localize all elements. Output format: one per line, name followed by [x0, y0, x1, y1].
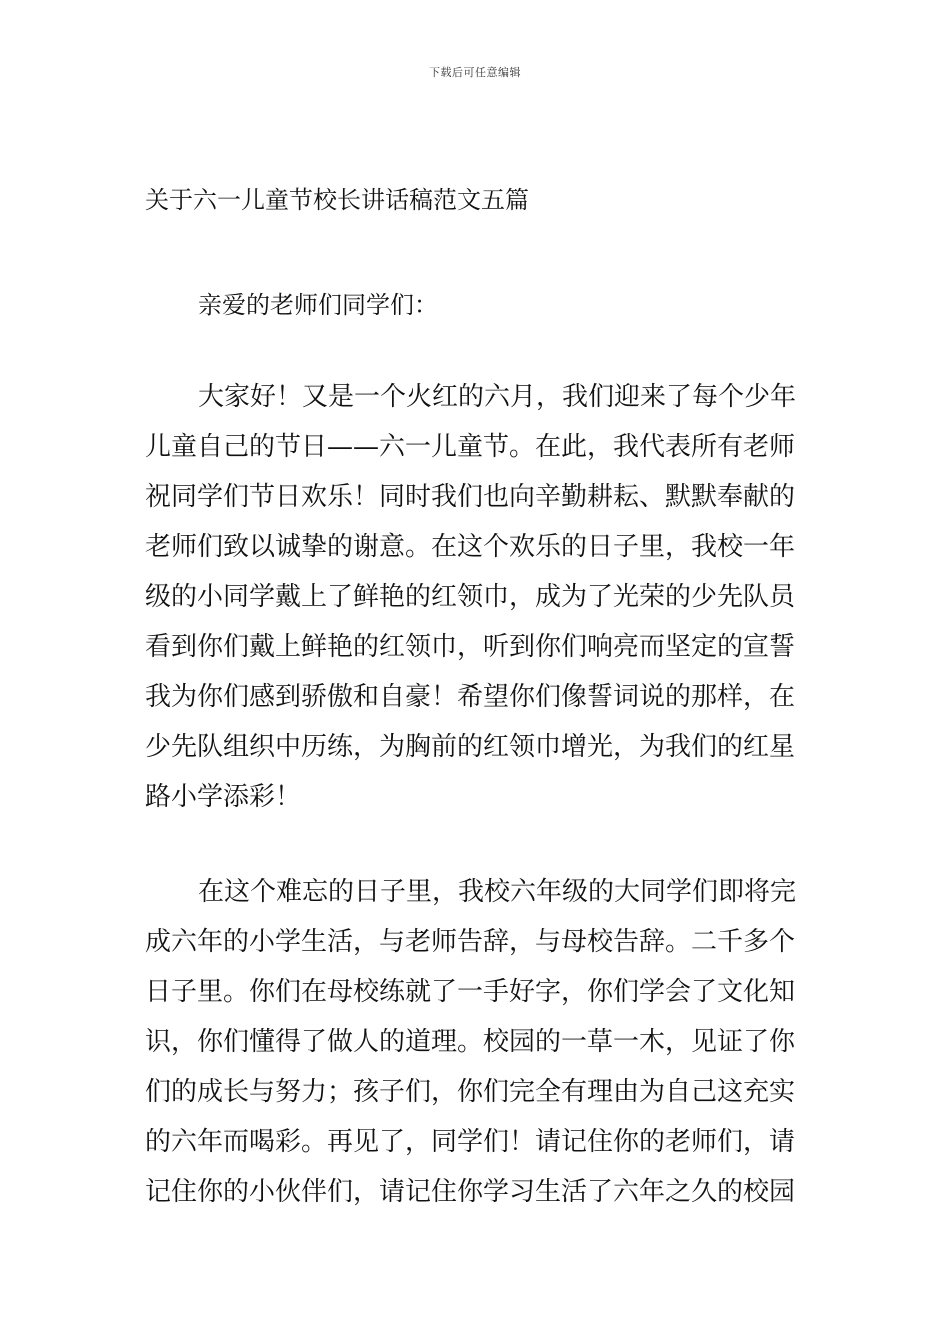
paragraph-line: 路小学添彩！ — [145, 782, 302, 812]
paragraph-line: 记住你的小伙伴们，请记住你学习生活了六年之久的校园 — [145, 1177, 796, 1207]
paragraph-line: 的六年而喝彩。再见了，同学们！请记住你的老师们，请 — [145, 1127, 796, 1157]
paragraph-line: 成六年的小学生活，与老师告辞，与母校告辞。二千多个 — [145, 927, 796, 957]
paragraph-1 — [145, 372, 815, 822]
header-note: 下载后可任意编辑 — [429, 66, 521, 79]
paragraph-line: 级的小同学戴上了鲜艳的红领巾，成为了光荣的少先队员 — [145, 582, 796, 612]
paragraph-line: 在这个难忘的日子里，我校六年级的大同学们即将完 — [198, 877, 797, 907]
paragraph-line: 们的成长与努力；孩子们，你们完全有理由为自己这充实 — [145, 1077, 796, 1107]
paragraph-2 — [145, 867, 815, 1217]
paragraph-line: 看到你们戴上鲜艳的红领巾，听到你们响亮而坚定的宣誓 — [145, 632, 796, 662]
paragraph-line: 儿童自己的节日——六一儿童节。在此，我代表所有老师 — [145, 432, 796, 462]
paragraph-line: 大家好！又是一个火红的六月，我们迎来了每个少年 — [198, 382, 797, 412]
paragraph-line: 祝同学们节日欢乐！同时我们也向辛勤耕耘、默默奉献的 — [145, 482, 796, 512]
document-title: 关于六一儿童节校长讲话稿范文五篇 — [145, 186, 529, 214]
paragraph-line: 我为你们感到骄傲和自豪！希望你们像誓词说的那样，在 — [145, 682, 796, 712]
salutation: 亲爱的老师们同学们： — [198, 291, 438, 319]
paragraph-line: 少先队组织中历练，为胸前的红领巾增光，为我们的红星 — [145, 732, 796, 762]
paragraph-line: 老师们致以诚挚的谢意。在这个欢乐的日子里，我校一年 — [145, 532, 796, 562]
paragraph-line: 识，你们懂得了做人的道理。校园的一草一木，见证了你 — [145, 1027, 796, 1057]
paragraph-line: 日子里。你们在母校练就了一手好字，你们学会了文化知 — [145, 977, 796, 1007]
